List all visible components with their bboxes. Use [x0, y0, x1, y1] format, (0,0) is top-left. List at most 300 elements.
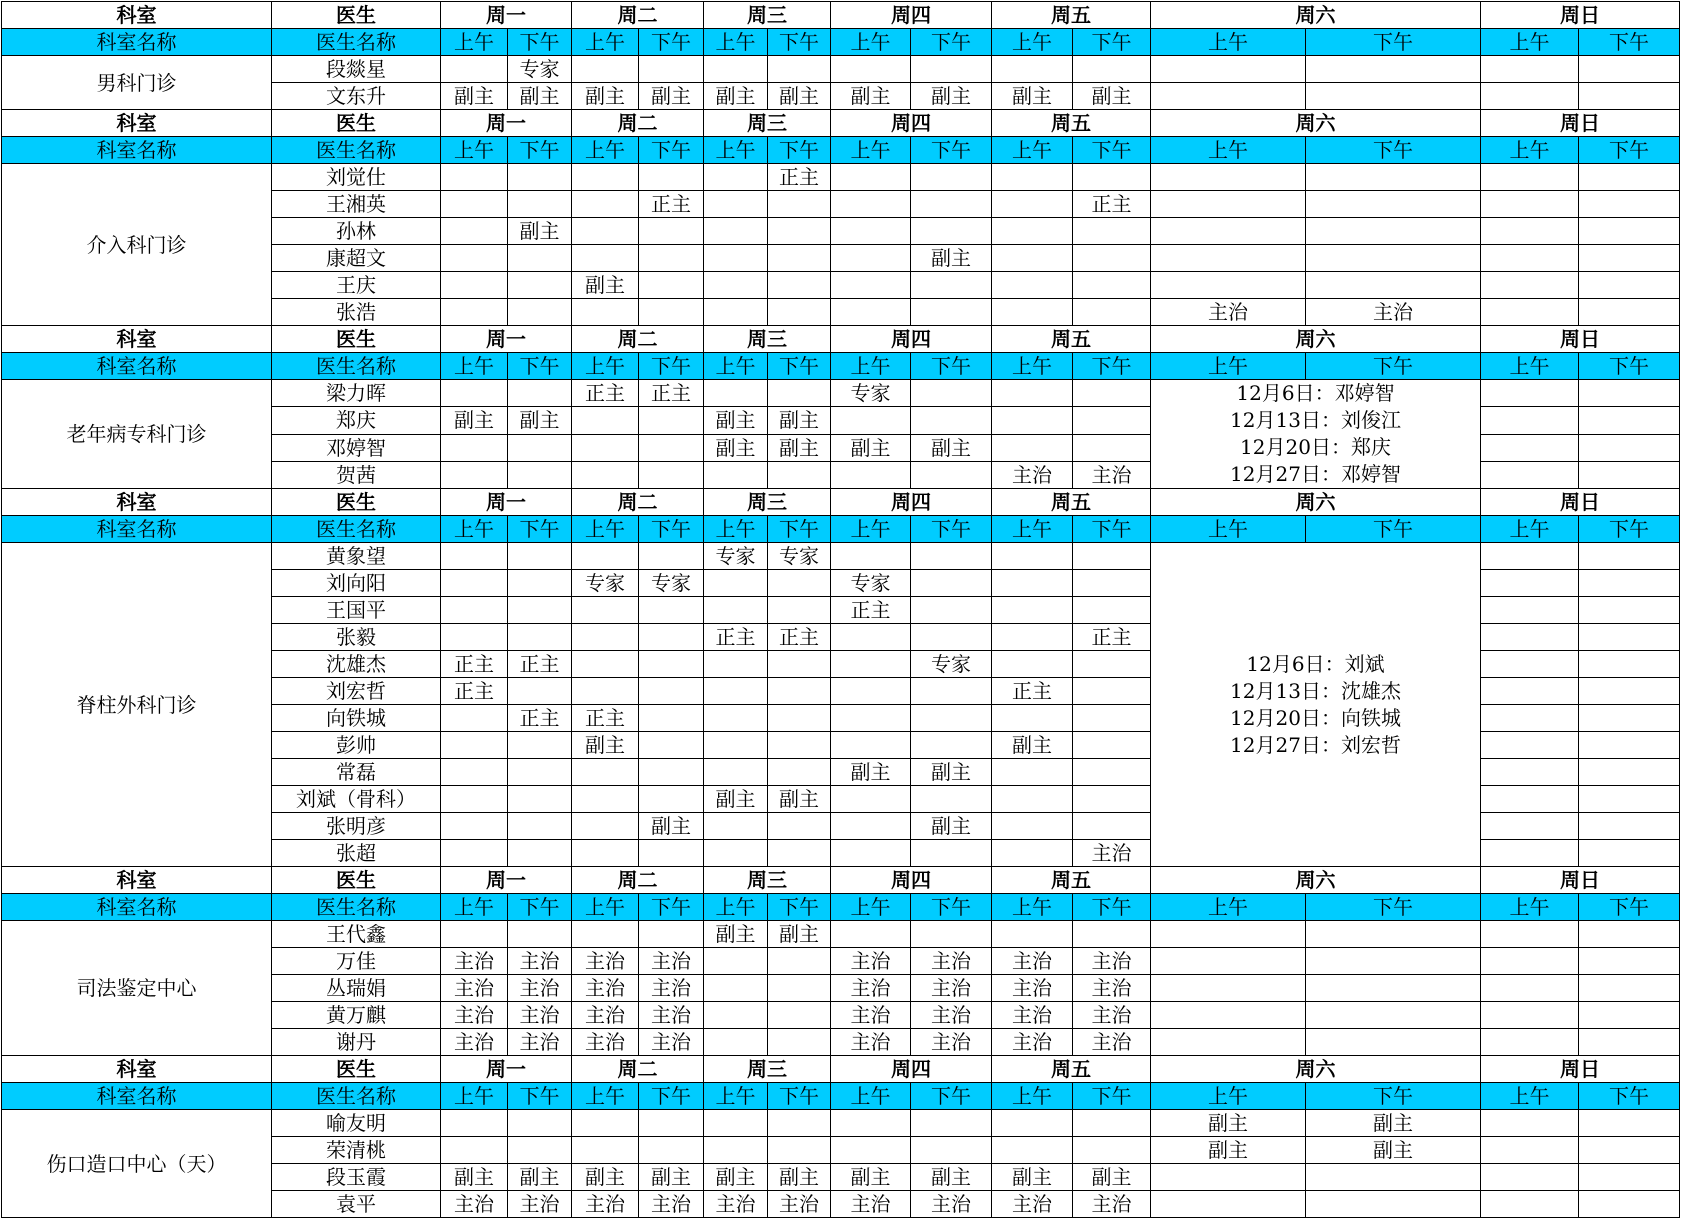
schedule-cell [768, 705, 831, 732]
schedule-cell: 副主 [704, 1164, 768, 1191]
schedule-cell: 主治 [992, 1191, 1073, 1218]
schedule-cell: 正主 [1073, 191, 1151, 218]
schedule-cell [1579, 1029, 1680, 1056]
schedule-cell [768, 218, 831, 245]
header-pm: 下午 [1306, 516, 1481, 543]
schedule-cell: 主治 [704, 1191, 768, 1218]
header-pm: 下午 [639, 353, 704, 380]
doctor-name: 文东升 [272, 83, 441, 110]
schedule-cell [572, 543, 639, 570]
schedule-cell: 正主 [704, 624, 768, 651]
schedule-cell [572, 56, 639, 83]
schedule-cell: 副主 [911, 813, 992, 840]
header-pm: 下午 [508, 516, 572, 543]
schedule-cell [1481, 245, 1579, 272]
schedule-cell [572, 218, 639, 245]
schedule-cell: 副主 [704, 921, 768, 948]
schedule-cell: 主治 [1073, 840, 1151, 867]
header-am: 上午 [1481, 894, 1579, 921]
schedule-cell [639, 1110, 704, 1137]
schedule-cell [639, 732, 704, 759]
schedule-cell [1073, 434, 1151, 461]
schedule-cell: 主治 [1073, 1029, 1151, 1056]
header-am: 上午 [704, 1083, 768, 1110]
doctor-name: 沈雄杰 [272, 651, 441, 678]
header-am: 上午 [1481, 137, 1579, 164]
schedule-cell [508, 921, 572, 948]
schedule-cell [704, 164, 768, 191]
schedule-cell [639, 434, 704, 461]
header-day-wed: 周三 [704, 326, 831, 353]
schedule-cell [911, 218, 992, 245]
schedule-cell [831, 191, 911, 218]
schedule-cell [911, 786, 992, 813]
header-day-tue: 周二 [572, 489, 704, 516]
schedule-cell [1151, 1164, 1306, 1191]
header-day-tue: 周二 [572, 110, 704, 137]
schedule-cell: 主治 [831, 975, 911, 1002]
schedule-cell [768, 813, 831, 840]
schedule-cell: 副主 [508, 407, 572, 434]
header-am: 上午 [704, 353, 768, 380]
schedule-cell [911, 299, 992, 326]
schedule-cell: 主治 [831, 948, 911, 975]
schedule-cell [992, 597, 1073, 624]
schedule-cell [441, 597, 508, 624]
saturday-rotation-line: 12月27日：邓婷智 [1230, 462, 1401, 486]
schedule-cell [704, 732, 768, 759]
schedule-cell [639, 597, 704, 624]
schedule-cell [1481, 921, 1579, 948]
header-doctor: 医生 [272, 1056, 441, 1083]
header-am: 上午 [1481, 29, 1579, 56]
doctor-name: 刘向阳 [272, 570, 441, 597]
schedule-cell [572, 299, 639, 326]
header-am: 上午 [572, 353, 639, 380]
schedule-cell [992, 434, 1073, 461]
header-am: 上午 [831, 353, 911, 380]
schedule-cell [572, 191, 639, 218]
header-day-sun: 周日 [1481, 110, 1680, 137]
header-pm: 下午 [911, 29, 992, 56]
schedule-cell [1073, 651, 1151, 678]
schedule-cell [911, 461, 992, 488]
schedule-cell: 主治 [508, 1029, 572, 1056]
schedule-cell [911, 624, 992, 651]
schedule-cell [572, 786, 639, 813]
schedule-cell [1481, 651, 1579, 678]
schedule-cell: 副主 [639, 83, 704, 110]
header-pm: 下午 [1073, 29, 1151, 56]
schedule-cell [704, 245, 768, 272]
schedule-cell [508, 245, 572, 272]
schedule-cell [831, 56, 911, 83]
schedule-cell [1481, 1164, 1579, 1191]
header-day-thu: 周四 [831, 326, 992, 353]
schedule-cell [704, 948, 768, 975]
schedule-cell [639, 543, 704, 570]
schedule-cell: 主治 [1073, 948, 1151, 975]
header-day-mon: 周一 [441, 2, 572, 29]
schedule-cell [768, 1029, 831, 1056]
header-dept: 科室 [2, 489, 272, 516]
header-pm: 下午 [911, 353, 992, 380]
header-pm: 下午 [1306, 29, 1481, 56]
schedule-cell: 副主 [1151, 1137, 1306, 1164]
schedule-cell: 主治 [831, 1029, 911, 1056]
schedule-cell: 正主 [768, 624, 831, 651]
header-am: 上午 [441, 894, 508, 921]
schedule-cell [768, 840, 831, 867]
schedule-cell: 专家 [831, 570, 911, 597]
schedule-cell [911, 164, 992, 191]
schedule-cell [508, 570, 572, 597]
schedule-cell [639, 272, 704, 299]
schedule-cell: 副主 [992, 1164, 1073, 1191]
schedule-cell [1073, 56, 1151, 83]
schedule-cell [639, 705, 704, 732]
header-pm: 下午 [639, 1083, 704, 1110]
doctor-row [2, 56, 1680, 83]
schedule-cell [992, 191, 1073, 218]
schedule-cell [572, 921, 639, 948]
schedule-cell: 正主 [508, 705, 572, 732]
header-day-sun: 周日 [1481, 867, 1680, 894]
schedule-cell: 主治 [508, 1002, 572, 1029]
header-day-thu: 周四 [831, 489, 992, 516]
header-am: 上午 [1481, 353, 1579, 380]
doctor-row [2, 921, 1680, 948]
schedule-cell [1306, 191, 1481, 218]
header-day-fri: 周五 [992, 489, 1151, 516]
schedule-cell [911, 543, 992, 570]
schedule-cell: 副主 [639, 813, 704, 840]
schedule-cell: 副主 [768, 83, 831, 110]
header-am: 上午 [831, 1083, 911, 1110]
schedule-cell [992, 759, 1073, 786]
header-day-sun: 周日 [1481, 326, 1680, 353]
schedule-cell [1481, 380, 1579, 407]
schedule-cell [1073, 218, 1151, 245]
schedule-cell [639, 651, 704, 678]
schedule-cell [831, 1137, 911, 1164]
department-name: 伤口造口中心（天） [2, 1110, 272, 1218]
doctor-name: 段燚星 [272, 56, 441, 83]
schedule-cell [768, 1002, 831, 1029]
header-day-mon: 周一 [441, 326, 572, 353]
schedule-cell [704, 1137, 768, 1164]
schedule-cell [992, 570, 1073, 597]
schedule-cell [639, 921, 704, 948]
schedule-cell [704, 975, 768, 1002]
schedule-cell: 正主 [441, 678, 508, 705]
schedule-cell [992, 651, 1073, 678]
schedule-cell [831, 407, 911, 434]
schedule-cell: 主治 [992, 948, 1073, 975]
doctor-name: 丛瑞娟 [272, 975, 441, 1002]
schedule-cell: 副主 [768, 786, 831, 813]
schedule-cell: 主治 [1306, 299, 1481, 326]
schedule-cell: 主治 [911, 1191, 992, 1218]
schedule-cell: 主治 [639, 948, 704, 975]
schedule-cell [441, 380, 508, 407]
header-row-days [2, 110, 1680, 137]
schedule-cell: 主治 [572, 975, 639, 1002]
schedule-cell [1151, 1191, 1306, 1218]
schedule-cell [992, 56, 1073, 83]
header-am: 上午 [1151, 353, 1306, 380]
schedule-cell [992, 705, 1073, 732]
schedule-cell [1073, 705, 1151, 732]
header-pm: 下午 [639, 894, 704, 921]
schedule-cell [768, 299, 831, 326]
header-day-sun: 周日 [1481, 2, 1680, 29]
schedule-cell [572, 678, 639, 705]
doctor-name: 彭帅 [272, 732, 441, 759]
schedule-cell [1073, 407, 1151, 434]
schedule-cell: 副主 [768, 1164, 831, 1191]
schedule-cell [1481, 434, 1579, 461]
schedule-cell [639, 299, 704, 326]
schedule-cell [1151, 1029, 1306, 1056]
schedule-cell: 主治 [992, 1029, 1073, 1056]
schedule-cell [1579, 813, 1680, 840]
schedule-cell: 专家 [768, 543, 831, 570]
schedule-cell [704, 597, 768, 624]
schedule-cell [704, 678, 768, 705]
header-pm: 下午 [911, 137, 992, 164]
schedule-cell: 正主 [831, 597, 911, 624]
schedule-cell [508, 840, 572, 867]
saturday-rotation-line: 12月27日：刘宏哲 [1230, 732, 1401, 757]
schedule-cell [768, 732, 831, 759]
header-row-periods [2, 29, 1680, 56]
schedule-cell [1151, 1002, 1306, 1029]
schedule-cell [992, 272, 1073, 299]
schedule-cell [1481, 786, 1579, 813]
schedule-cell [1481, 813, 1579, 840]
schedule-cell [1579, 759, 1680, 786]
schedule-cell [911, 570, 992, 597]
schedule-cell [831, 921, 911, 948]
saturday-rotation-line: 12月13日：沈雄杰 [1230, 678, 1401, 703]
doctor-name: 黄象望 [272, 543, 441, 570]
schedule-cell: 副主 [639, 1164, 704, 1191]
schedule-cell: 副主 [1306, 1110, 1481, 1137]
schedule-cell [639, 759, 704, 786]
schedule-cell [704, 1110, 768, 1137]
header-pm: 下午 [1073, 353, 1151, 380]
schedule-cell [992, 786, 1073, 813]
doctor-name: 刘觉仕 [272, 164, 441, 191]
header-am: 上午 [572, 1083, 639, 1110]
header-day-thu: 周四 [831, 867, 992, 894]
schedule-cell [768, 272, 831, 299]
schedule-cell [639, 1137, 704, 1164]
header-pm: 下午 [768, 29, 831, 56]
schedule-cell [831, 543, 911, 570]
doctor-name: 段玉霞 [272, 1164, 441, 1191]
schedule-cell [1073, 272, 1151, 299]
header-day-tue: 周二 [572, 2, 704, 29]
schedule-cell [1306, 1164, 1481, 1191]
header-pm: 下午 [1579, 137, 1680, 164]
schedule-cell [1481, 570, 1579, 597]
schedule-cell: 副主 [911, 759, 992, 786]
header-day-fri: 周五 [992, 867, 1151, 894]
header-dept: 科室 [2, 867, 272, 894]
schedule-cell [572, 624, 639, 651]
schedule-cell [1579, 434, 1680, 461]
schedule-cell [639, 245, 704, 272]
schedule-cell [911, 272, 992, 299]
schedule-cell [704, 299, 768, 326]
schedule-cell [1481, 83, 1579, 110]
schedule-cell [1073, 245, 1151, 272]
schedule-cell: 主治 [572, 1002, 639, 1029]
schedule-cell [508, 380, 572, 407]
header-day-sat: 周六 [1151, 326, 1481, 353]
header-day-fri: 周五 [992, 1056, 1151, 1083]
schedule-cell [441, 434, 508, 461]
schedule-cell [911, 191, 992, 218]
schedule-cell [572, 840, 639, 867]
saturday-rotation-line: 12月20日：郑庆 [1240, 435, 1391, 459]
schedule-cell [1481, 597, 1579, 624]
schedule-cell: 副主 [768, 434, 831, 461]
doctor-name: 袁平 [272, 1191, 441, 1218]
schedule-cell: 主治 [441, 975, 508, 1002]
header-am: 上午 [572, 29, 639, 56]
schedule-cell [768, 1137, 831, 1164]
schedule-cell [992, 543, 1073, 570]
header-am: 上午 [441, 29, 508, 56]
saturday-rotation-note [1151, 380, 1481, 489]
schedule-cell: 副主 [992, 732, 1073, 759]
header-am: 上午 [704, 516, 768, 543]
header-doctor: 医生 [272, 2, 441, 29]
schedule-cell [1306, 921, 1481, 948]
schedule-cell [831, 218, 911, 245]
schedule-cell [1151, 921, 1306, 948]
header-doctor-name: 医生名称 [272, 29, 441, 56]
schedule-cell: 副主 [441, 83, 508, 110]
schedule-cell [911, 840, 992, 867]
header-row-days [2, 867, 1680, 894]
schedule-cell [1481, 705, 1579, 732]
header-pm: 下午 [1306, 894, 1481, 921]
header-pm: 下午 [768, 1083, 831, 1110]
schedule-cell: 副主 [831, 434, 911, 461]
header-doctor-name: 医生名称 [272, 1083, 441, 1110]
schedule-cell [1481, 218, 1579, 245]
schedule-cell: 副主 [704, 786, 768, 813]
schedule-cell [1073, 164, 1151, 191]
header-pm: 下午 [768, 516, 831, 543]
header-day-sat: 周六 [1151, 110, 1481, 137]
schedule-cell: 主治 [911, 1002, 992, 1029]
schedule-cell [704, 1029, 768, 1056]
schedule-cell [508, 813, 572, 840]
header-day-wed: 周三 [704, 867, 831, 894]
header-day-tue: 周二 [572, 326, 704, 353]
schedule-cell [1579, 1110, 1680, 1137]
schedule-cell [992, 407, 1073, 434]
schedule-cell [704, 56, 768, 83]
schedule-cell [831, 272, 911, 299]
schedule-cell: 正主 [572, 380, 639, 407]
schedule-cell [704, 759, 768, 786]
schedule-cell [992, 1110, 1073, 1137]
header-pm: 下午 [639, 516, 704, 543]
header-am: 上午 [1151, 1083, 1306, 1110]
schedule-cell [1073, 597, 1151, 624]
schedule-cell [1481, 759, 1579, 786]
schedule-cell: 主治 [911, 975, 992, 1002]
schedule-cell [1579, 461, 1680, 488]
schedule-cell: 主治 [508, 948, 572, 975]
schedule-cell: 副主 [1151, 1110, 1306, 1137]
schedule-cell: 专家 [572, 570, 639, 597]
schedule-cell [441, 272, 508, 299]
schedule-cell [572, 164, 639, 191]
schedule-cell [1579, 218, 1680, 245]
schedule-cell [1579, 1164, 1680, 1191]
schedule-cell [1579, 299, 1680, 326]
schedule-cell: 主治 [508, 975, 572, 1002]
saturday-rotation-line: 12月13日：刘俊江 [1230, 408, 1401, 432]
schedule-cell [441, 299, 508, 326]
schedule-cell [704, 380, 768, 407]
schedule-cell: 副主 [992, 83, 1073, 110]
schedule-cell [1073, 299, 1151, 326]
schedule-cell [1579, 597, 1680, 624]
schedule-cell [768, 570, 831, 597]
schedule-cell [992, 380, 1073, 407]
header-day-sat: 周六 [1151, 1056, 1481, 1083]
schedule-cell [831, 840, 911, 867]
header-am: 上午 [1151, 137, 1306, 164]
schedule-cell [639, 407, 704, 434]
schedule-body [2, 2, 1680, 1218]
schedule-cell [1481, 948, 1579, 975]
schedule-cell: 副主 [704, 407, 768, 434]
schedule-cell: 副主 [768, 921, 831, 948]
schedule-cell [911, 678, 992, 705]
schedule-cell [1306, 218, 1481, 245]
header-dept: 科室 [2, 2, 272, 29]
header-pm: 下午 [508, 894, 572, 921]
schedule-cell [1151, 56, 1306, 83]
schedule-cell: 主治 [1151, 299, 1306, 326]
schedule-cell: 副主 [1073, 1164, 1151, 1191]
schedule-cell [768, 948, 831, 975]
schedule-cell [992, 813, 1073, 840]
schedule-cell [1579, 191, 1680, 218]
doctor-name: 刘宏哲 [272, 678, 441, 705]
schedule-cell [441, 1110, 508, 1137]
schedule-cell [1481, 1029, 1579, 1056]
header-am: 上午 [831, 29, 911, 56]
schedule-cell: 主治 [1073, 1002, 1151, 1029]
schedule-cell [1306, 272, 1481, 299]
header-row-periods [2, 353, 1680, 380]
schedule-cell [572, 434, 639, 461]
header-day-mon: 周一 [441, 1056, 572, 1083]
schedule-cell [639, 218, 704, 245]
header-pm: 下午 [1073, 894, 1151, 921]
schedule-cell [1579, 975, 1680, 1002]
